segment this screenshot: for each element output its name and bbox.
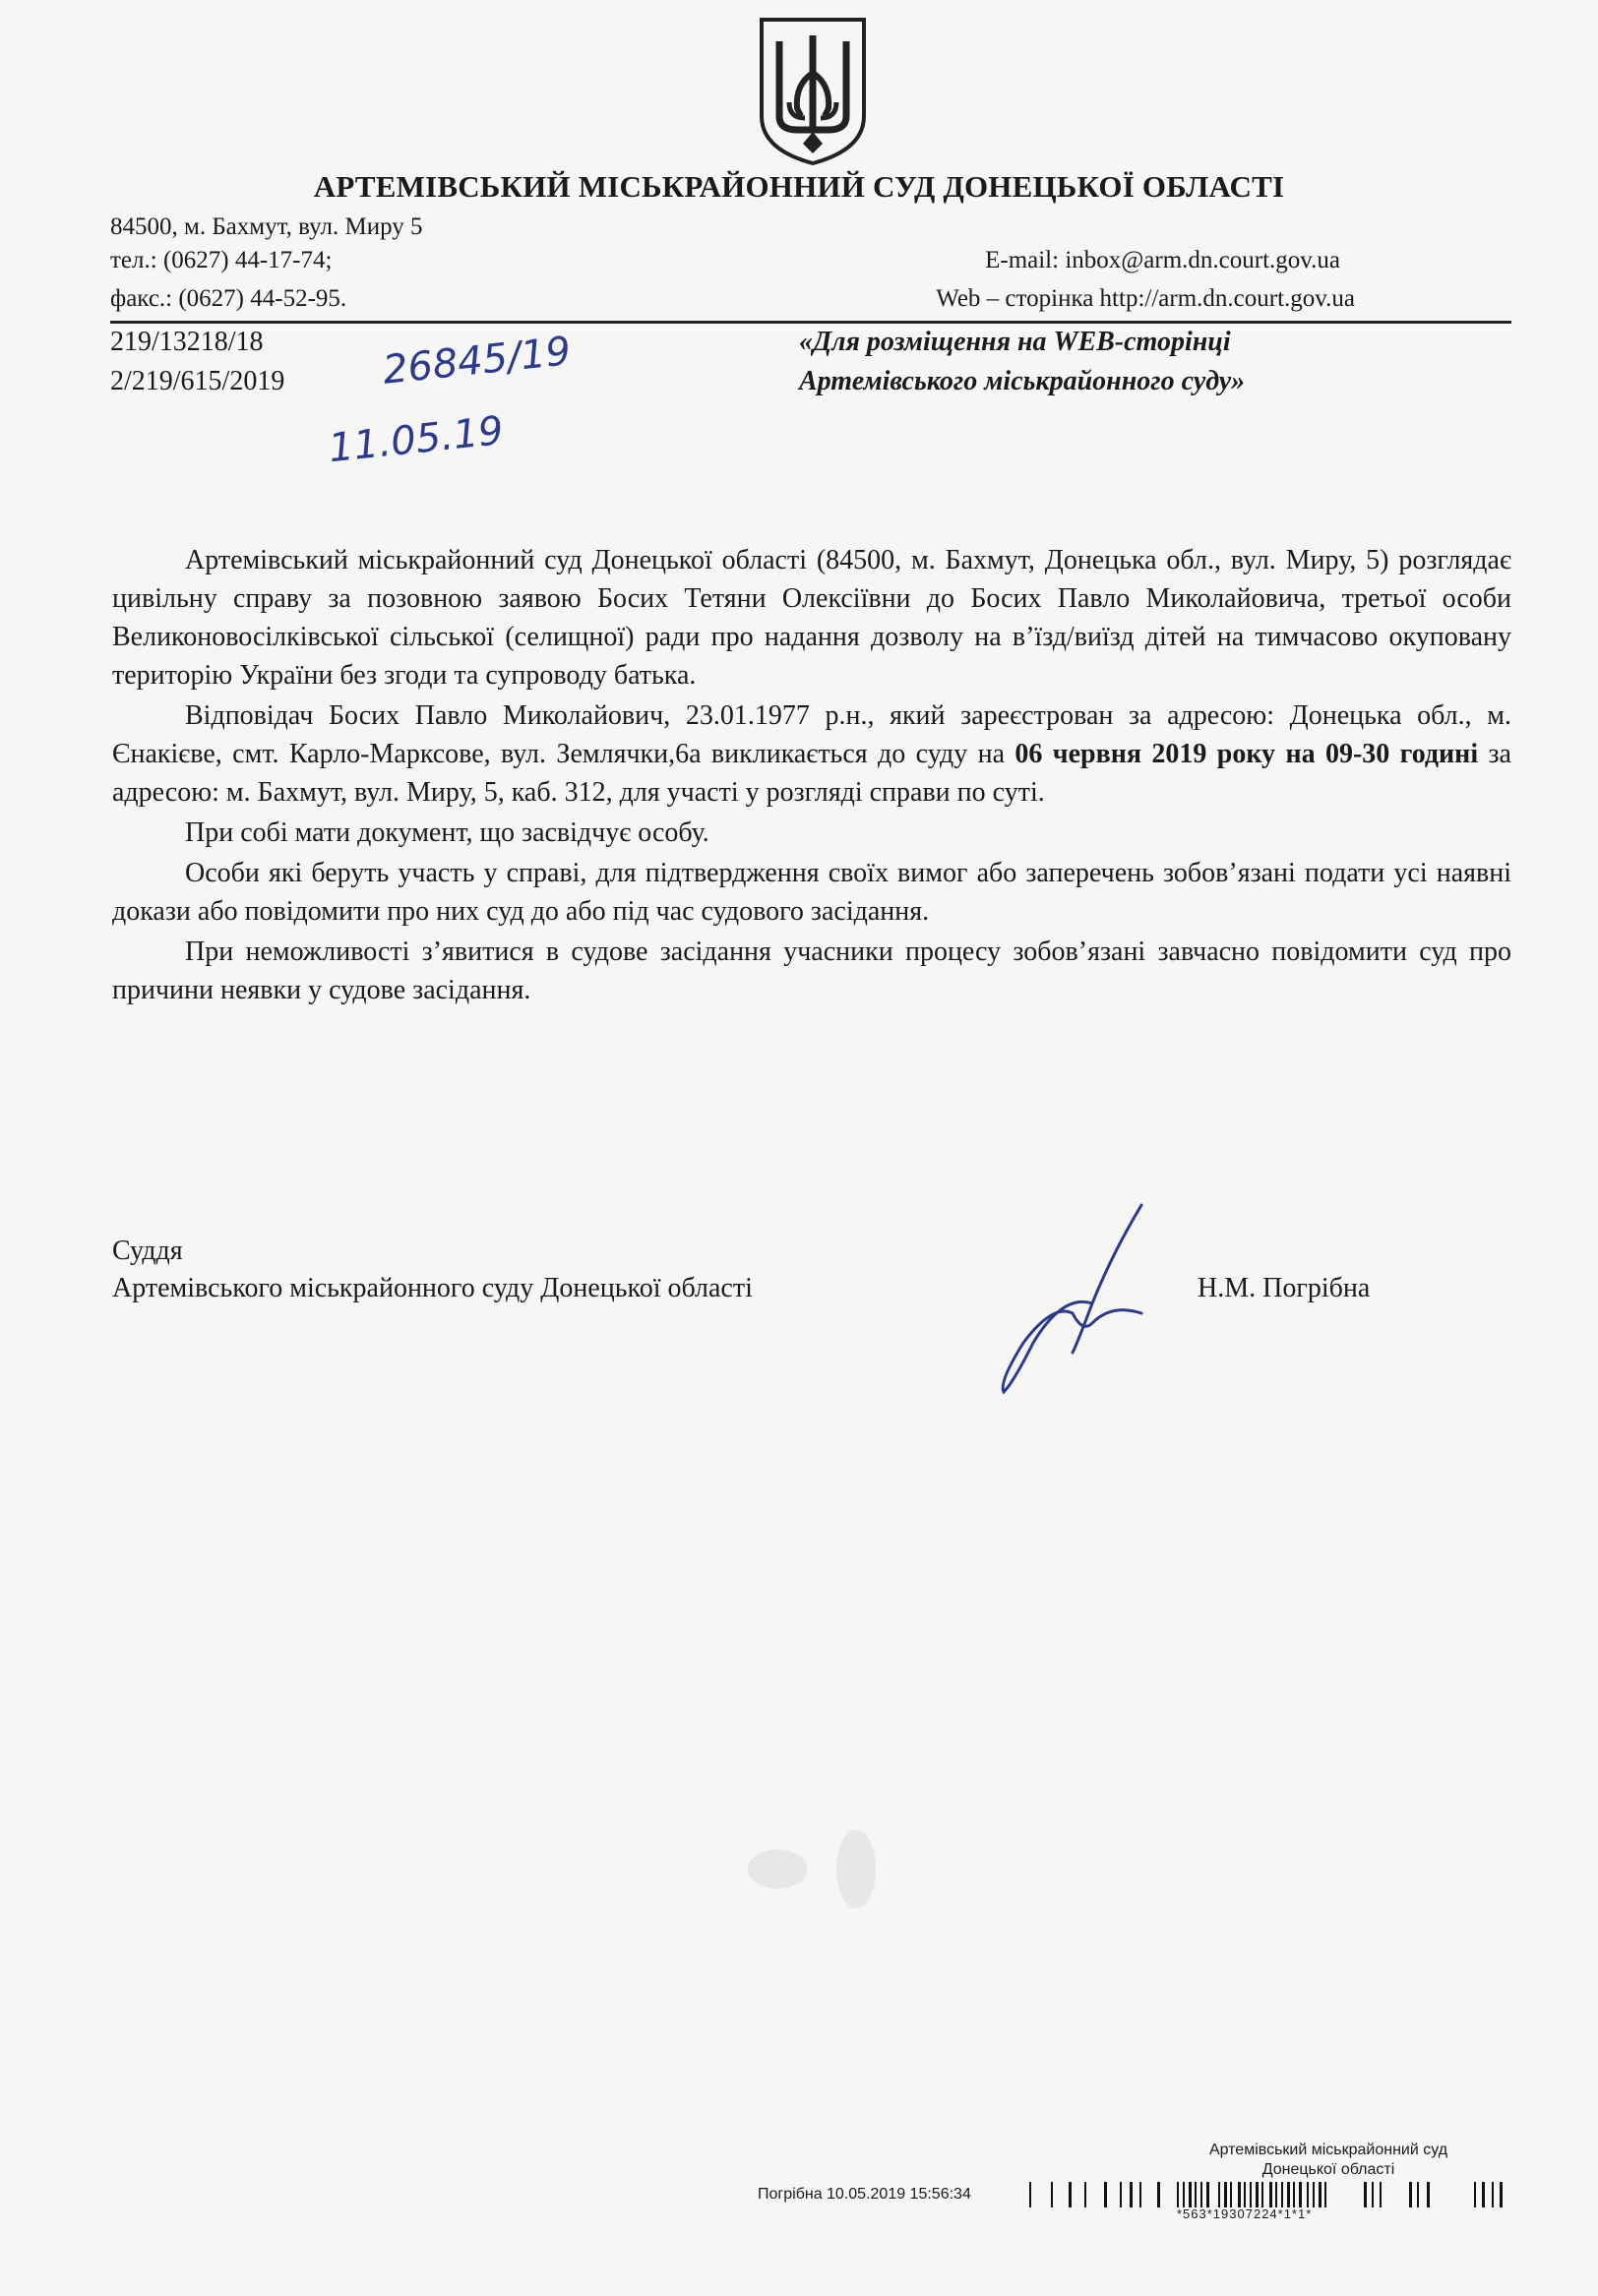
handwritten-reg-date: 11.05.19 bbox=[326, 407, 506, 472]
summons-text-part-2: за адресою: м. Бахмут, вул. Миру, 5, каб. 312, для участі у розгляді справи по суті. bbox=[112, 739, 1511, 808]
summons-body bbox=[112, 541, 1511, 1011]
paragraph-case-description: Артемівський міськрайонний суд Донецької області (84500, м. Бахмут, Донецька обл., вул. Миру, 5) розглядає цивільну справу за позовною заявою Босих Тетяни Олексіївни до Босих Павло Миколайовича, третьої особи Великоновосілківської сільської (селищної) ради про надання дозволу на в’їзд/виїзд дітей на тимчасово окуповану територію України без згоди та супроводу батька. bbox=[112, 545, 1511, 691]
handwritten-reg-number: 26845/19 bbox=[380, 329, 574, 393]
judge-court: Артемівського міськрайонного суду Донецької області bbox=[112, 1273, 753, 1303]
summons-text-part-1: Відповідач Босих Павло Миколайович, 23.01.1977 р.н., який зареєстрован за адресою: Донецька обл., м. Єнакієве, смт. Карло-Марксове, вул. Землячки,6а викликається до суду на bbox=[112, 700, 1511, 769]
court-fax: факс.: (0627) 44-52-95. bbox=[110, 285, 347, 312]
barcode-icon bbox=[1029, 2180, 1513, 2209]
judge-title: Суддя bbox=[112, 1236, 183, 1266]
proceeding-number: 2/219/615/2019 bbox=[110, 366, 285, 396]
registry-stamp-court-line-1: Артемівський міськрайонний суд bbox=[1208, 2142, 1448, 2158]
paragraph-id-document: При собі мати документ, що засвідчує особу. bbox=[185, 817, 709, 848]
case-number: 219/13218/18 bbox=[110, 327, 264, 357]
web-placement-note bbox=[799, 323, 1507, 401]
judge-name: Н.М. Погрібна bbox=[1198, 1273, 1371, 1303]
barcode-number: *563*19307224*1*1* bbox=[1177, 2206, 1313, 2221]
paragraph-absence-notice: При неможливості з’явитися в судове засідання учасники процесу зобов’язані завчасно повідомити суд про причини неявки у судове засідання. bbox=[112, 937, 1511, 1005]
court-email: E-mail: inbox@arm.dn.court.gov.ua bbox=[985, 247, 1340, 273]
hearing-date-time: 06 червня 2019 року на 09-30 годині bbox=[1014, 739, 1479, 769]
paper-smudge bbox=[836, 1830, 876, 1908]
handwritten-signature bbox=[994, 1195, 1161, 1402]
note-line-1: «Для розміщення на WEB-сторінці bbox=[799, 327, 1231, 357]
paragraph-summons bbox=[112, 696, 1511, 812]
court-website: Web – сторінка http://arm.dn.court.gov.ua bbox=[936, 285, 1355, 312]
coat-of-arms-icon bbox=[754, 14, 872, 167]
registry-stamp-court-line-2: Донецької області bbox=[1261, 2161, 1395, 2178]
handwritten-registration-note bbox=[326, 295, 614, 492]
paragraph-evidence: Особи які беруть участь у справі, для підтвердження своїх вимог або заперечень зобов’язані подати усі наявні докази або повідомити про них суд до або під час судового засідання. bbox=[112, 858, 1511, 927]
court-phone: тел.: (0627) 44-17-74; bbox=[110, 247, 333, 273]
note-line-2: Артемівського міськрайонного суду» bbox=[799, 366, 1246, 396]
registry-timestamp: Погрібна 10.05.2019 15:56:34 bbox=[758, 2186, 971, 2203]
court-address: 84500, м. Бахмут, вул. Миру 5 bbox=[110, 213, 423, 240]
paper-smudge bbox=[748, 1849, 807, 1889]
case-references bbox=[110, 323, 284, 401]
court-name-heading: АРТЕМІВСЬКИЙ МІСЬКРАЙОННИЙ СУД ДОНЕЦЬКОЇ ОБЛАСТІ bbox=[313, 169, 1285, 204]
